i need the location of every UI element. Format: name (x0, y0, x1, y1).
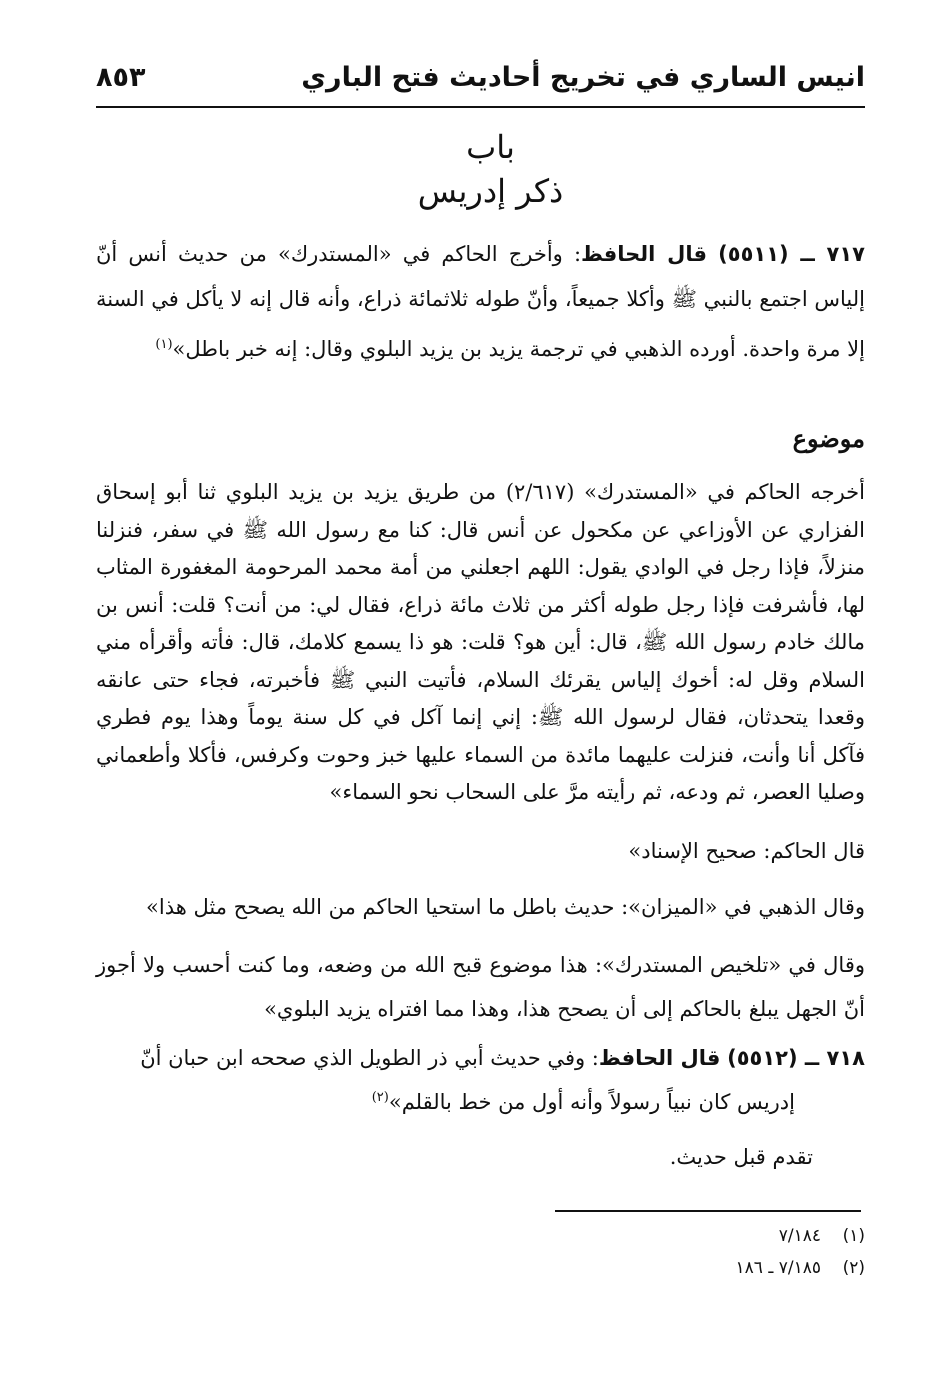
entry-first-line (96, 1038, 865, 1078)
takhrij-paragraph: أخرجه الحاكم في «المستدرك» (٢/٦١٧) من طريق يزيد بن يزيد البلوي ثنا أبو إسحاق الفزاري عن الأوزاعي عن مكحول عن أنس قال: كنا مع رسول الله ﷺ في سفر، فنزلنا منزلاً، فإذا رجل في الوادي يقول: اللهم اجعلني من أمة محمد المرحومة المغفورة المثاب لها، فأشرفت فإذا رجل طوله أكثر من ثلاث مائة ذراع، فقال لي: من أنت؟ قلت: أنس بن مالك خادم رسول الله ﷺ، قال: أين هو؟ قلت: هو ذا يسمع كلامك، قال: فأته وأقرأه مني السلام وقل له: أخوك إلياس يقرئك السلام، فأتيت النبي ﷺ فأخبرته، فجاء حتى عانقه وقعدا يتحدثان، فقال لرسول الله ﷺ: إني إنما آكل في كل سنة يوماً وهذا يوم فطري فآكل أنا وأنت، فنزلت عليهما مائدة من السماء عليها خبز وحوت وكرفس، فأكلا وأطعماني وصليا العصر، ثم ودعه، ثم رأيته مرَّ على السحاب نحو السماء» (96, 480, 865, 804)
entry-second-line (96, 1078, 865, 1122)
footnote-ref: (١) (155, 337, 173, 352)
dhahabi-talkhis-quote: وقال في «تلخيص المستدرك»: هذا موضوع قبح الله من وضعه، وما كنت أحسب ولا أجوز أنّ الجهل يبلغ بالحاكم إلى أن يصحح هذا، وهذا مما افتراه يزيد البلوي» (96, 953, 865, 1021)
footnote-text: ٧/١٨٤ (778, 1226, 821, 1246)
footnote-item (736, 1252, 865, 1284)
chapter-title: ذكر إدريس (417, 172, 564, 210)
running-header (96, 60, 865, 108)
book-title: انيس الساري في تخريج أحاديث فتح الباري (301, 62, 865, 93)
entry-number: ٧١٨ ــ (٥٥١٢) (727, 1046, 865, 1070)
footnote-text: ٧/١٨٥ ـ ١٨٦ (735, 1258, 821, 1278)
entry-text-line1: : وفي حديث أبي ذر الطويل الذي صححه ابن حبان أنّ (140, 1046, 599, 1070)
footnote-ref: (٢) (371, 1090, 389, 1105)
hadith-entry-718 (96, 1038, 865, 1122)
footnote-item (736, 1220, 865, 1252)
entry-text-line2: إدريس كان نبياً رسولاً وأنه أول من خط بالقلم» (388, 1090, 795, 1114)
page-number: ٨٥٣ (96, 62, 146, 93)
entry-speaker: قال الحافظ (581, 242, 707, 266)
cross-reference-note: تقدم قبل حديث. (669, 1145, 813, 1169)
footnotes (736, 1220, 865, 1284)
entry-speaker: قال الحافظ (598, 1046, 721, 1070)
dhahabi-mizan-quote: وقال الذهبي في «الميزان»: حديث باطل ما استحيا الحاكم من الله يصحح مثل هذا» (146, 895, 865, 919)
hadith-entry-717 (96, 232, 865, 372)
grading-heading: موضوع (792, 424, 865, 453)
footnote-divider (555, 1210, 861, 1212)
chapter-label: باب (466, 128, 515, 166)
footnote-number: (٢) (842, 1258, 865, 1278)
footnote-number: (١) (842, 1226, 865, 1246)
entry-number: ٧١٧ ــ (٥٥١١) (718, 242, 865, 266)
hakim-quote: قال الحاكم: صحيح الإسناد» (628, 839, 865, 863)
entry-text: : وأخرج الحاكم في «المستدرك» من حديث أنس أنّ إلياس اجتمع بالنبي ﷺ وأكلا جميعاً، وأنّ طوله ثلاثمائة ذراع، وأنه قال إنه لا يأكل في السنة إلا مرة واحدة. أورده الذهبي في ترجمة يزيد بن يزيد البلوي وقال: إنه خبر باطل» (96, 242, 865, 361)
